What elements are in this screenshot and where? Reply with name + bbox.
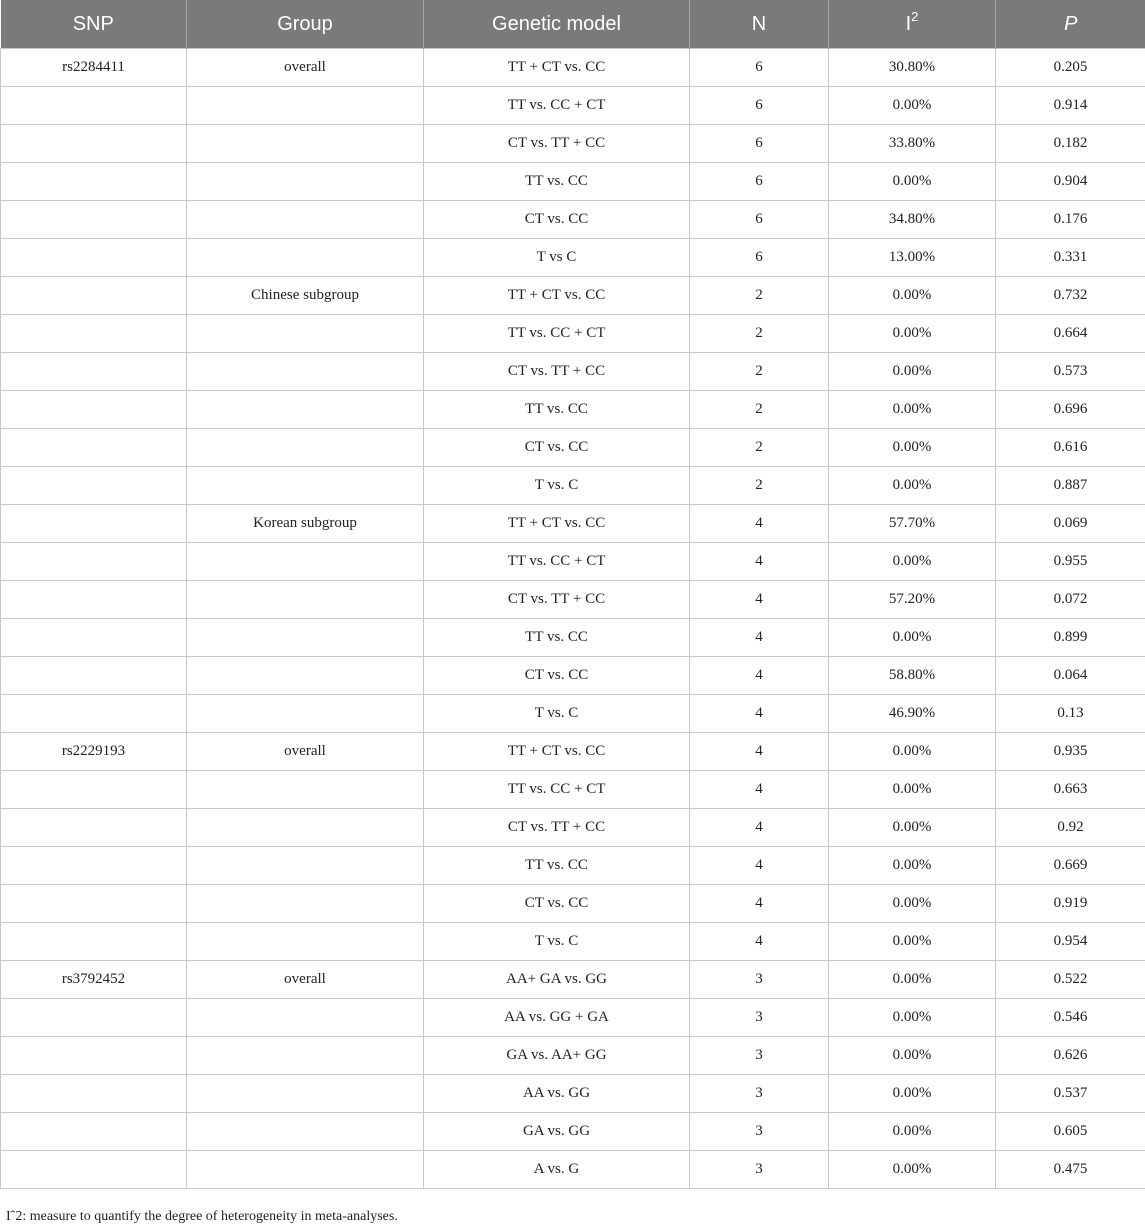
cell-snp: rs3792452 — [1, 961, 187, 999]
cell-snp — [1, 239, 187, 277]
header-i2 — [829, 0, 996, 49]
cell-snp — [1, 315, 187, 353]
table-row — [1, 543, 1145, 581]
cell-genetic-model: T vs. C — [424, 695, 690, 733]
table-row — [1, 771, 1145, 809]
table-row — [1, 505, 1145, 543]
header-i2-label: I — [905, 12, 912, 35]
cell-n: 4 — [690, 619, 829, 657]
cell-n: 3 — [690, 1113, 829, 1151]
cell-p: 0.899 — [996, 619, 1145, 657]
cell-n: 2 — [690, 353, 829, 391]
cell-n: 2 — [690, 429, 829, 467]
cell-group: overall — [187, 961, 424, 999]
cell-p: 0.663 — [996, 771, 1145, 809]
header-group: Group — [187, 0, 424, 49]
cell-group — [187, 391, 424, 429]
cell-i2: 0.00% — [829, 543, 996, 581]
cell-group — [187, 163, 424, 201]
cell-n: 4 — [690, 581, 829, 619]
cell-group — [187, 1113, 424, 1151]
cell-n: 2 — [690, 315, 829, 353]
table-row — [1, 961, 1145, 999]
cell-i2: 0.00% — [829, 163, 996, 201]
cell-i2: 0.00% — [829, 961, 996, 999]
cell-genetic-model: TT vs. CC — [424, 847, 690, 885]
cell-genetic-model: TT vs. CC — [424, 619, 690, 657]
cell-p: 0.914 — [996, 87, 1145, 125]
cell-p: 0.546 — [996, 999, 1145, 1037]
cell-genetic-model: TT + CT vs. CC — [424, 733, 690, 771]
table-footnote: Iˆ2: measure to quantify the degree of heterogeneity in meta-analyses. — [6, 1209, 398, 1224]
cell-n: 6 — [690, 49, 829, 87]
cell-snp — [1, 657, 187, 695]
cell-group — [187, 771, 424, 809]
table-row — [1, 733, 1145, 771]
cell-n: 4 — [690, 923, 829, 961]
cell-genetic-model: CT vs. CC — [424, 657, 690, 695]
cell-i2: 0.00% — [829, 315, 996, 353]
cell-group — [187, 201, 424, 239]
cell-i2: 33.80% — [829, 125, 996, 163]
cell-p: 0.664 — [996, 315, 1145, 353]
cell-n: 6 — [690, 163, 829, 201]
table-row — [1, 1075, 1145, 1113]
cell-i2: 0.00% — [829, 87, 996, 125]
cell-n: 3 — [690, 1037, 829, 1075]
cell-snp — [1, 581, 187, 619]
cell-p: 0.064 — [996, 657, 1145, 695]
cell-group — [187, 619, 424, 657]
cell-i2: 0.00% — [829, 1151, 996, 1189]
cell-p: 0.935 — [996, 733, 1145, 771]
cell-p: 0.069 — [996, 505, 1145, 543]
table-row — [1, 239, 1145, 277]
cell-group — [187, 239, 424, 277]
cell-i2: 0.00% — [829, 467, 996, 505]
cell-i2: 57.20% — [829, 581, 996, 619]
cell-snp — [1, 87, 187, 125]
cell-genetic-model: A vs. G — [424, 1151, 690, 1189]
cell-n: 2 — [690, 467, 829, 505]
cell-i2: 0.00% — [829, 999, 996, 1037]
cell-snp — [1, 999, 187, 1037]
cell-group — [187, 353, 424, 391]
cell-n: 4 — [690, 733, 829, 771]
table-row — [1, 1151, 1145, 1189]
cell-snp — [1, 771, 187, 809]
cell-snp — [1, 1037, 187, 1075]
cell-genetic-model: T vs. C — [424, 467, 690, 505]
cell-genetic-model: TT + CT vs. CC — [424, 505, 690, 543]
cell-genetic-model: TT vs. CC + CT — [424, 543, 690, 581]
header-snp: SNP — [1, 0, 187, 49]
cell-snp — [1, 923, 187, 961]
cell-snp — [1, 809, 187, 847]
table-row — [1, 581, 1145, 619]
cell-snp — [1, 543, 187, 581]
cell-i2: 0.00% — [829, 771, 996, 809]
header-row — [1, 0, 1145, 49]
cell-group — [187, 315, 424, 353]
cell-i2: 0.00% — [829, 1113, 996, 1151]
cell-snp — [1, 391, 187, 429]
cell-p: 0.732 — [996, 277, 1145, 315]
header-genetic-model: Genetic model — [424, 0, 690, 49]
cell-group: overall — [187, 49, 424, 87]
cell-snp — [1, 1151, 187, 1189]
cell-p: 0.205 — [996, 49, 1145, 87]
cell-snp — [1, 429, 187, 467]
table-row — [1, 315, 1145, 353]
cell-n: 3 — [690, 999, 829, 1037]
cell-snp: rs2229193 — [1, 733, 187, 771]
cell-n: 4 — [690, 885, 829, 923]
cell-snp — [1, 619, 187, 657]
table-row — [1, 885, 1145, 923]
cell-i2: 0.00% — [829, 923, 996, 961]
table-row — [1, 619, 1145, 657]
cell-i2: 0.00% — [829, 1075, 996, 1113]
table-row — [1, 695, 1145, 733]
table-row — [1, 277, 1145, 315]
header-p: P — [996, 0, 1145, 49]
cell-genetic-model: GA vs. AA+ GG — [424, 1037, 690, 1075]
cell-i2: 0.00% — [829, 847, 996, 885]
cell-p: 0.331 — [996, 239, 1145, 277]
cell-i2: 57.70% — [829, 505, 996, 543]
cell-p: 0.475 — [996, 1151, 1145, 1189]
cell-genetic-model: TT vs. CC + CT — [424, 315, 690, 353]
cell-n: 4 — [690, 847, 829, 885]
cell-group — [187, 87, 424, 125]
cell-genetic-model: CT vs. TT + CC — [424, 809, 690, 847]
cell-n: 6 — [690, 125, 829, 163]
cell-group — [187, 543, 424, 581]
cell-group — [187, 923, 424, 961]
cell-p: 0.13 — [996, 695, 1145, 733]
cell-group — [187, 125, 424, 163]
table-row — [1, 87, 1145, 125]
cell-group — [187, 657, 424, 695]
cell-i2: 0.00% — [829, 885, 996, 923]
table-row — [1, 49, 1145, 87]
cell-genetic-model: AA vs. GG + GA — [424, 999, 690, 1037]
table-row — [1, 125, 1145, 163]
cell-p: 0.605 — [996, 1113, 1145, 1151]
cell-p: 0.616 — [996, 429, 1145, 467]
cell-n: 4 — [690, 771, 829, 809]
cell-genetic-model: AA vs. GG — [424, 1075, 690, 1113]
table-row — [1, 1037, 1145, 1075]
table-row — [1, 847, 1145, 885]
cell-n: 3 — [690, 1151, 829, 1189]
cell-group — [187, 847, 424, 885]
cell-i2: 0.00% — [829, 619, 996, 657]
cell-p: 0.176 — [996, 201, 1145, 239]
cell-group — [187, 885, 424, 923]
cell-i2: 0.00% — [829, 1037, 996, 1075]
table-row — [1, 353, 1145, 391]
table-row — [1, 429, 1145, 467]
cell-n: 6 — [690, 239, 829, 277]
cell-n: 6 — [690, 201, 829, 239]
table-row — [1, 467, 1145, 505]
cell-p: 0.669 — [996, 847, 1145, 885]
cell-n: 4 — [690, 543, 829, 581]
cell-genetic-model: T vs C — [424, 239, 690, 277]
cell-genetic-model: CT vs. CC — [424, 429, 690, 467]
cell-snp — [1, 353, 187, 391]
cell-genetic-model: CT vs. TT + CC — [424, 353, 690, 391]
cell-i2: 13.00% — [829, 239, 996, 277]
cell-p: 0.954 — [996, 923, 1145, 961]
cell-snp — [1, 1075, 187, 1113]
cell-snp — [1, 505, 187, 543]
cell-i2: 0.00% — [829, 353, 996, 391]
cell-i2: 0.00% — [829, 429, 996, 467]
table-body — [1, 49, 1145, 1189]
cell-group — [187, 1037, 424, 1075]
table-row — [1, 657, 1145, 695]
cell-p: 0.904 — [996, 163, 1145, 201]
cell-genetic-model: CT vs. CC — [424, 885, 690, 923]
cell-group — [187, 809, 424, 847]
cell-n: 4 — [690, 809, 829, 847]
cell-snp — [1, 467, 187, 505]
table-header — [1, 0, 1145, 49]
table-row — [1, 999, 1145, 1037]
cell-group — [187, 695, 424, 733]
cell-group — [187, 1151, 424, 1189]
cell-p: 0.573 — [996, 353, 1145, 391]
cell-p: 0.887 — [996, 467, 1145, 505]
table-row — [1, 809, 1145, 847]
cell-i2: 30.80% — [829, 49, 996, 87]
table-row — [1, 163, 1145, 201]
cell-group: overall — [187, 733, 424, 771]
cell-p: 0.92 — [996, 809, 1145, 847]
table-row — [1, 201, 1145, 239]
cell-genetic-model: CT vs. TT + CC — [424, 581, 690, 619]
table-row — [1, 923, 1145, 961]
cell-i2: 58.80% — [829, 657, 996, 695]
cell-genetic-model: TT + CT vs. CC — [424, 277, 690, 315]
cell-i2: 46.90% — [829, 695, 996, 733]
cell-group — [187, 999, 424, 1037]
cell-p: 0.696 — [996, 391, 1145, 429]
cell-n: 2 — [690, 391, 829, 429]
cell-n: 2 — [690, 277, 829, 315]
cell-genetic-model: TT vs. CC — [424, 163, 690, 201]
cell-group — [187, 581, 424, 619]
header-n: N — [690, 0, 829, 49]
cell-n: 6 — [690, 87, 829, 125]
cell-snp — [1, 125, 187, 163]
cell-group: Korean subgroup — [187, 505, 424, 543]
cell-i2: 0.00% — [829, 733, 996, 771]
cell-p: 0.955 — [996, 543, 1145, 581]
cell-snp — [1, 885, 187, 923]
cell-p: 0.522 — [996, 961, 1145, 999]
cell-i2: 0.00% — [829, 277, 996, 315]
cell-genetic-model: TT vs. CC + CT — [424, 87, 690, 125]
cell-genetic-model: AA+ GA vs. GG — [424, 961, 690, 999]
cell-n: 3 — [690, 961, 829, 999]
cell-snp — [1, 163, 187, 201]
cell-snp — [1, 1113, 187, 1151]
cell-p: 0.537 — [996, 1075, 1145, 1113]
cell-n: 4 — [690, 695, 829, 733]
cell-genetic-model: T vs. C — [424, 923, 690, 961]
cell-group — [187, 467, 424, 505]
cell-genetic-model: CT vs. TT + CC — [424, 125, 690, 163]
cell-i2: 34.80% — [829, 201, 996, 239]
cell-snp — [1, 847, 187, 885]
cell-genetic-model: GA vs. GG — [424, 1113, 690, 1151]
cell-snp — [1, 695, 187, 733]
cell-snp: rs2284411 — [1, 49, 187, 87]
cell-i2: 0.00% — [829, 809, 996, 847]
cell-n: 4 — [690, 657, 829, 695]
table-row — [1, 391, 1145, 429]
cell-genetic-model: TT + CT vs. CC — [424, 49, 690, 87]
cell-genetic-model: TT vs. CC — [424, 391, 690, 429]
cell-group — [187, 429, 424, 467]
cell-n: 4 — [690, 505, 829, 543]
cell-snp — [1, 277, 187, 315]
cell-genetic-model: CT vs. CC — [424, 201, 690, 239]
cell-group — [187, 1075, 424, 1113]
cell-genetic-model: TT vs. CC + CT — [424, 771, 690, 809]
cell-i2: 0.00% — [829, 391, 996, 429]
cell-p: 0.182 — [996, 125, 1145, 163]
table-row — [1, 1113, 1145, 1151]
cell-p: 0.072 — [996, 581, 1145, 619]
cell-p: 0.626 — [996, 1037, 1145, 1075]
cell-snp — [1, 201, 187, 239]
cell-n: 3 — [690, 1075, 829, 1113]
cell-group: Chinese subgroup — [187, 277, 424, 315]
cell-p: 0.919 — [996, 885, 1145, 923]
header-i2-superscript: 2 — [911, 8, 919, 24]
